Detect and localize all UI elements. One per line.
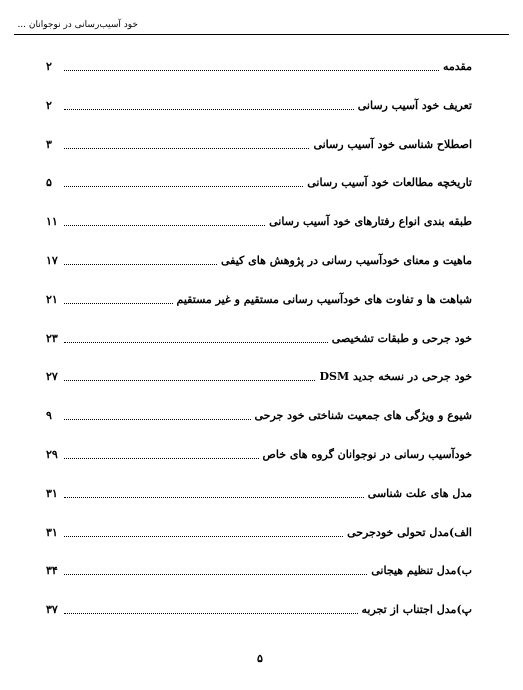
toc-entry[interactable] (46, 168, 472, 190)
toc-entry[interactable] (46, 518, 472, 540)
toc-leader-dots (64, 377, 315, 381)
toc-leader-dots (64, 610, 358, 614)
toc-leader-dots (64, 494, 364, 498)
toc-leader-dots (64, 416, 251, 420)
toc-entry-title: شباهت ها و تفاوت های خودآسیب رسانی مستقیم و غیر مستقیم (176, 292, 472, 306)
table-of-contents (46, 52, 472, 647)
toc-entry[interactable] (46, 246, 472, 268)
toc-entry-page: ۳ (46, 137, 52, 151)
toc-leader-dots (64, 183, 303, 187)
toc-leader-dots (64, 571, 367, 575)
toc-entry-page: ۳۴ (46, 564, 58, 578)
toc-leader-dots (64, 145, 309, 149)
toc-entry-title: تاریخچه مطالعات خود آسیب رسانی (307, 176, 472, 190)
toc-leader-dots (64, 339, 328, 343)
toc-entry-page: ۲ (46, 98, 52, 112)
toc-entry-page: ۱۷ (46, 254, 58, 267)
toc-entry-title: شیوع و ویژگی های جمعیت شناختی خود جرحی (254, 409, 472, 423)
toc-leader-dots (64, 300, 173, 304)
toc-entry-title: خود جرحی در نسخه جدید DSM (319, 370, 472, 384)
toc-entry[interactable] (46, 595, 472, 617)
toc-entry-page: ۲۹ (46, 448, 58, 461)
toc-entry[interactable] (46, 362, 472, 384)
toc-entry-page: ۲۳ (46, 331, 58, 345)
toc-entry-title: ب)مدل تنظیم هیجانی (371, 564, 472, 578)
toc-leader-dots (64, 455, 259, 459)
toc-leader-dots (64, 533, 343, 537)
toc-entry[interactable] (46, 285, 472, 307)
toc-entry-title: خودآسیب رسانی در نوجوانان گروه های خاص (262, 448, 472, 461)
page-number: ۵ (257, 652, 263, 665)
toc-leader-dots (64, 222, 265, 226)
toc-entry[interactable] (46, 401, 472, 423)
toc-entry[interactable] (46, 324, 472, 346)
toc-leader-dots (64, 261, 217, 265)
toc-entry[interactable] (46, 52, 472, 74)
toc-entry[interactable] (46, 556, 472, 578)
toc-entry-title: مقدمه (442, 60, 472, 73)
toc-entry-page: ۹ (46, 409, 52, 423)
toc-leader-dots (64, 67, 439, 71)
header-divider (14, 34, 509, 35)
running-header: خود آسیب‌رسانی در نوجوانان ... (17, 20, 138, 30)
toc-entry-page: ۳۷ (46, 603, 58, 617)
toc-entry-page: ۲۱ (46, 292, 58, 306)
toc-entry[interactable] (46, 479, 472, 501)
toc-entry-title: الف)مدل تحولی خودجرحی (347, 525, 472, 539)
toc-entry-page: ۲۷ (46, 370, 58, 384)
toc-entry-page: ۳۱ (46, 525, 58, 539)
toc-entry[interactable] (46, 207, 472, 229)
toc-entry-title: ماهیت و معنای خودآسیب رسانی در پژوهش های کیفی (220, 254, 472, 267)
toc-entry-title: اصطلاح شناسی خود آسیب رسانی (313, 137, 472, 151)
toc-entry-title: خود جرحی و طبقات تشخیصی (331, 331, 472, 345)
toc-entry-title: تعریف خود آسیب رسانی (357, 98, 472, 112)
toc-entry[interactable] (46, 130, 472, 152)
toc-entry-title: پ)مدل اجتناب از تجربه (361, 603, 472, 617)
toc-entry[interactable] (46, 91, 472, 113)
toc-entry-page: ۳۱ (46, 486, 58, 500)
toc-entry-page: ۵ (46, 176, 52, 190)
toc-entry-title: مدل های علت شناسی (367, 486, 472, 500)
toc-leader-dots (64, 106, 354, 110)
toc-entry[interactable] (46, 440, 472, 462)
toc-entry-page: ۱۱ (46, 215, 58, 229)
toc-entry-title: طبقه بندی انواع رفتارهای خود آسیب رسانی (269, 215, 472, 229)
toc-entry-page: ۲ (46, 60, 52, 73)
